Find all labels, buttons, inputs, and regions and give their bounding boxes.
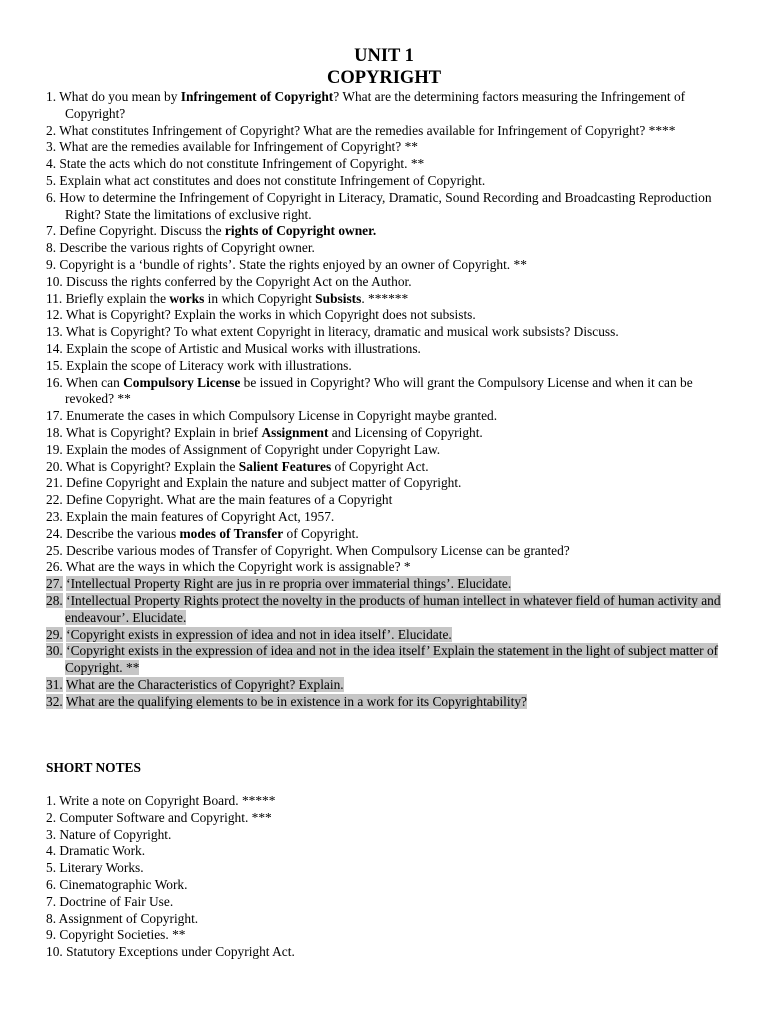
- question-segment: Describe the various: [66, 525, 180, 541]
- question-emphasis: Assignment: [261, 424, 329, 440]
- short-note-item: 9. Copyright Societies. **: [46, 927, 186, 943]
- question-text: [66, 358, 352, 373]
- question-item: [46, 576, 726, 593]
- question-text: [59, 240, 315, 255]
- short-notes-list: [46, 793, 726, 961]
- question-number: 27.: [46, 576, 63, 592]
- question-text: [59, 257, 526, 272]
- question-segment: ‘Copyright exists in the expression of idea and not in the idea itself’ Explain the statement in the light of subject matter of Copyright. **: [65, 643, 719, 676]
- short-note-item: 10. Statutory Exceptions under Copyright Act.: [46, 944, 295, 960]
- question-number: 15.: [46, 357, 63, 373]
- question-number: 1.: [46, 89, 57, 104]
- question-item: [46, 677, 726, 694]
- question-segment: What are the remedies available for Infringement of Copyright? **: [59, 139, 418, 155]
- short-notes-heading: SHORT NOTES: [46, 760, 141, 775]
- question-number: 24.: [46, 525, 63, 541]
- question-segment: Define Copyright. What are the main features of a Copyright: [66, 492, 393, 508]
- question-text: [66, 408, 497, 423]
- short-note-item: 7. Doctrine of Fair Use.: [46, 893, 174, 909]
- question-text: [66, 627, 452, 642]
- question-item: [46, 425, 726, 442]
- question-number: 9.: [46, 256, 57, 272]
- short-note-item: 1. Write a note on Copyright Board. *****: [46, 793, 276, 808]
- question-item: [46, 274, 726, 291]
- question-text: [66, 492, 392, 507]
- question-emphasis: works: [169, 290, 205, 306]
- question-text: [59, 89, 685, 121]
- question-number: 17.: [46, 408, 63, 424]
- question-segment: How to determine the Infringement of Copyright in Literacy, Dramatic, Sound Recording and Broadcasting Reproduction Right? State the limitations of exclusive right.: [59, 189, 712, 222]
- question-segment: What are the ways in which the Copyright work is assignable? *: [65, 559, 411, 575]
- question-item: [46, 173, 726, 190]
- question-text: [66, 509, 334, 524]
- question-item: [46, 509, 726, 526]
- question-segment: When can: [65, 374, 124, 390]
- question-text: [59, 156, 424, 171]
- question-segment: Discuss the rights conferred by the Copyright Act on the Author.: [66, 273, 412, 289]
- question-segment: Explain the scope of Artistic and Musical works with illustrations.: [66, 340, 421, 356]
- question-item: [46, 543, 726, 560]
- question-number: 25.: [46, 542, 63, 558]
- question-number: 8.: [46, 240, 57, 256]
- question-emphasis: Salient Features: [238, 458, 332, 474]
- question-text: [66, 274, 412, 289]
- question-item: [46, 324, 726, 341]
- question-number: 16.: [46, 374, 63, 390]
- question-text: [65, 643, 718, 675]
- question-item: [46, 475, 726, 492]
- question-number: 2.: [46, 122, 57, 138]
- question-number: 12.: [46, 307, 63, 323]
- question-text: [66, 475, 461, 490]
- question-number: 29.: [46, 626, 63, 642]
- question-text: [59, 123, 675, 138]
- question-item: [46, 643, 726, 677]
- question-segment: Explain the scope of Literacy work with illustrations.: [66, 357, 352, 373]
- question-number: 14.: [46, 340, 63, 356]
- question-number: 4.: [46, 156, 57, 172]
- question-segment: ‘Copyright exists in expression of idea and not in idea itself’. Elucidate.: [66, 626, 452, 642]
- question-text: [66, 442, 440, 457]
- question-item: [46, 559, 726, 576]
- question-segment: in which Copyright: [204, 290, 316, 306]
- short-note-item: 2. Computer Software and Copyright. ***: [46, 809, 272, 825]
- question-item: [46, 257, 726, 274]
- question-segment: What is Copyright? To what extent Copyright in literacy, dramatic and musical work subsists? Discuss.: [65, 324, 619, 340]
- question-text: [66, 341, 421, 356]
- question-text: [59, 190, 711, 222]
- question-segment: ‘Intellectual Property Rights protect the novelty in the products of human intellect in whatever field of human activity and endeavour’. Elucidate.: [65, 592, 721, 625]
- question-number: 18.: [46, 424, 63, 440]
- question-segment: Define Copyright and Explain the nature and subject matter of Copyright.: [66, 475, 462, 491]
- question-text: [66, 576, 511, 591]
- question-item: [46, 223, 726, 240]
- question-item: [46, 442, 726, 459]
- question-number: 31.: [46, 676, 63, 692]
- question-item: [46, 139, 726, 156]
- question-emphasis: Subsists: [315, 290, 362, 306]
- question-emphasis: Compulsory License: [123, 374, 241, 390]
- question-emphasis: Infringement of Copyright: [180, 89, 334, 104]
- question-text: [65, 375, 693, 407]
- question-number: 3.: [46, 139, 57, 155]
- question-text: [66, 543, 570, 558]
- question-segment: of Copyright.: [283, 525, 359, 541]
- question-text: [66, 425, 483, 440]
- question-text: [66, 694, 527, 709]
- question-segment: Copyright is a ‘bundle of rights’. State the rights enjoyed by an owner of Copyright. **: [59, 256, 527, 272]
- question-segment: be issued in Copyright? Who will grant the Compulsory License and when it can be revoked? **: [65, 374, 693, 407]
- question-number: 11.: [46, 290, 63, 306]
- question-segment: What are the qualifying elements to be in existence in a work for its Copyrightability?: [65, 693, 527, 709]
- question-segment: Explain what act constitutes and does not constitute Infringement of Copyright.: [59, 172, 486, 188]
- unit-title: UNIT 1: [354, 46, 414, 66]
- question-emphasis: rights of Copyright owner.: [224, 223, 377, 239]
- question-segment: and Licensing of Copyright.: [328, 424, 483, 440]
- question-text: [66, 459, 429, 474]
- question-number: 32.: [46, 693, 63, 709]
- question-list: [46, 89, 726, 710]
- question-segment: of Copyright Act.: [331, 458, 429, 474]
- question-segment: Enumerate the cases in which Compulsory License in Copyright maybe granted.: [66, 408, 498, 424]
- question-text: [66, 291, 409, 306]
- question-item: [46, 341, 726, 358]
- question-item: [46, 89, 726, 123]
- question-text: [66, 559, 411, 574]
- short-note-item: 4. Dramatic Work.: [46, 843, 146, 859]
- question-number: 19.: [46, 441, 63, 457]
- short-note-item: 3. Nature of Copyright.: [46, 826, 172, 842]
- question-number: 6.: [46, 189, 57, 205]
- question-segment: Explain the modes of Assignment of Copyright under Copyright Law.: [66, 441, 441, 457]
- question-item: [46, 307, 726, 324]
- short-note-item: 8. Assignment of Copyright.: [46, 910, 199, 926]
- subject-title: COPYRIGHT: [326, 68, 442, 88]
- question-item: [46, 408, 726, 425]
- question-segment: Describe various modes of Transfer of Copyright. When Compulsory License can be granted?: [66, 542, 570, 558]
- question-segment: Explain the main features of Copyright Act, 1957.: [66, 508, 335, 524]
- question-text: [59, 223, 376, 238]
- question-segment: What constitutes Infringement of Copyright? What are the remedies available for Infringement of Copyright? ****: [59, 122, 676, 138]
- question-segment: What is Copyright? Explain the: [65, 458, 239, 474]
- question-number: 28.: [46, 592, 63, 608]
- question-segment: What do you mean by: [59, 89, 181, 104]
- question-text: [66, 677, 344, 692]
- question-emphasis: modes of Transfer: [179, 525, 284, 541]
- question-segment: What is Copyright? Explain the works in which Copyright does not subsists.: [65, 307, 476, 323]
- question-item: [46, 291, 726, 308]
- question-item: [46, 190, 726, 224]
- question-item: [46, 358, 726, 375]
- short-note-item: 6. Cinematographic Work.: [46, 876, 188, 892]
- question-number: 26.: [46, 559, 63, 575]
- question-segment: What are the Characteristics of Copyright? Explain.: [65, 676, 344, 692]
- question-item: [46, 593, 726, 627]
- question-segment: What is Copyright? Explain in brief: [65, 424, 262, 440]
- question-number: 30.: [46, 643, 63, 659]
- question-number: 21.: [46, 475, 63, 491]
- question-segment: State the acts which do not constitute Infringement of Copyright. **: [59, 156, 425, 172]
- question-number: 20.: [46, 458, 63, 474]
- question-number: 5.: [46, 172, 57, 188]
- question-segment: Briefly explain the: [65, 290, 170, 306]
- question-item: [46, 459, 726, 476]
- question-item: [46, 156, 726, 173]
- question-text: [65, 593, 721, 625]
- question-text: [66, 526, 359, 541]
- question-item: [46, 627, 726, 644]
- question-segment: Describe the various rights of Copyright owner.: [59, 240, 315, 256]
- question-text: [66, 307, 476, 322]
- question-segment: ‘Intellectual Property Right are jus in re propria over immaterial things’. Elucidate.: [66, 576, 512, 592]
- question-number: 22.: [46, 492, 63, 508]
- question-item: [46, 694, 726, 711]
- question-item: [46, 492, 726, 509]
- question-item: [46, 526, 726, 543]
- question-segment: . ******: [361, 290, 409, 306]
- question-item: [46, 240, 726, 257]
- question-text: [66, 324, 619, 339]
- question-number: 10.: [46, 273, 63, 289]
- question-segment: ? What are the determining factors measuring the Infringement of Copyright?: [65, 89, 686, 121]
- question-text: [59, 139, 418, 154]
- question-number: 23.: [46, 508, 63, 524]
- question-item: [46, 375, 726, 409]
- question-item: [46, 123, 726, 140]
- question-number: 13.: [46, 324, 63, 340]
- short-note-item: 5. Literary Works.: [46, 860, 144, 876]
- question-number: 7.: [46, 223, 57, 239]
- question-text: [59, 173, 485, 188]
- question-segment: Define Copyright. Discuss the: [59, 223, 225, 239]
